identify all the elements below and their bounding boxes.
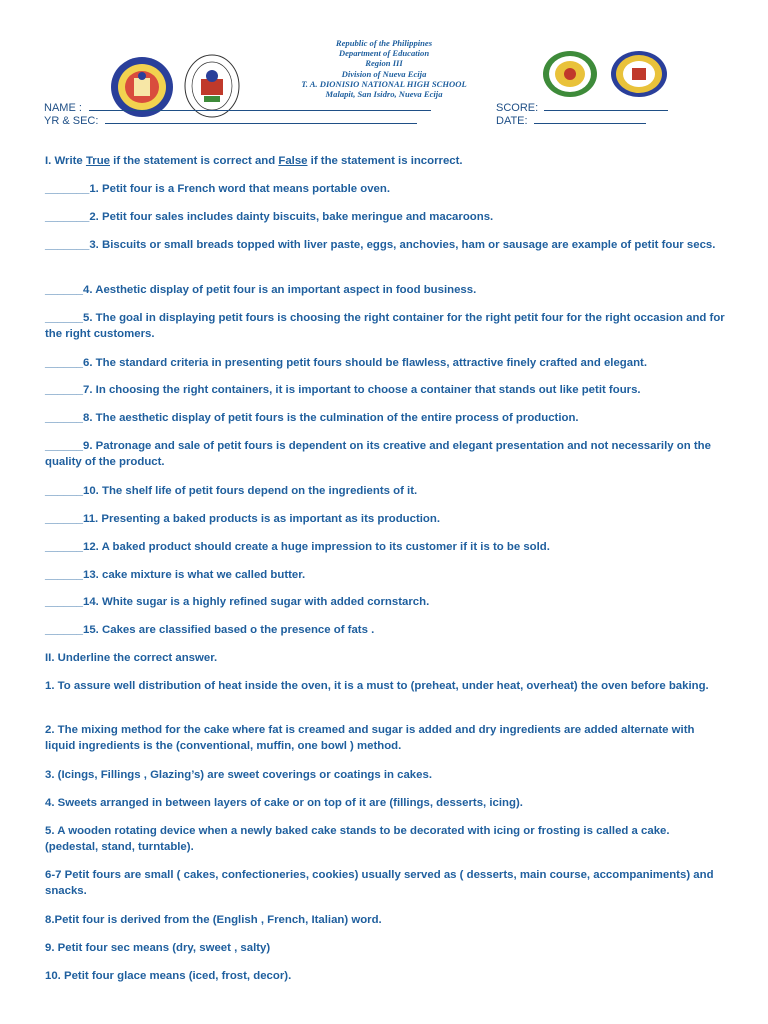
tf-item-3: _______3. Biscuits or small breads topped with liver paste, eggs, anchovies, ham or sausage are example of petit four secs. <box>45 239 716 251</box>
mc-item-2: 2. The mixing method for the cake where fat is creamed and sugar is added and dry ingredients are added alternate with liquid ingredients is the (conventional, muffin, one bowl ) method. <box>45 724 695 752</box>
header-line-region: Region III <box>365 58 403 69</box>
mc-item-4: 4. Sweets arranged in between layers of cake or on top of it are (fillings, desserts, icing). <box>45 797 523 809</box>
part2-instruction: II. Underline the correct answer. <box>45 652 218 664</box>
mc-item-8: 8.Petit four is derived from the (English , French, Italian) word. <box>45 914 382 926</box>
score-blank[interactable] <box>544 100 668 111</box>
false-word: False <box>278 155 308 167</box>
mc-item-9: 9. Petit four sec means (dry, sweet , salty) <box>45 942 271 954</box>
name-label: NAME : <box>44 102 82 114</box>
tf-item-6: ______6. The standard criteria in presenting petit fours should be flawless, attractive finely crafted and elegant. <box>45 357 647 369</box>
tf-item-13: ______13. cake mixture is what we called butter. <box>45 569 306 581</box>
instruction-text-3: if the statement is incorrect. <box>307 155 463 167</box>
tf-item-1: _______1. Petit four is a French word that means portable oven. <box>45 183 390 195</box>
score-field[interactable] <box>496 100 668 114</box>
tf-item-2: _______2. Petit four sales includes dainty biscuits, bake meringue and macaroons. <box>45 211 494 223</box>
school-header <box>0 36 768 106</box>
name-blank[interactable] <box>89 100 431 111</box>
header-line-division: Division of Nueva Ecija <box>341 68 427 79</box>
header-line-school: T. A. DIONISIO NATIONAL HIGH SCHOOL <box>301 78 467 89</box>
tf-item-4: ______4. Aesthetic display of petit four is an important aspect in food business. <box>45 284 477 296</box>
mc-item-5: 5. A wooden rotating device when a newly baked cake stands to be decorated with icing or frosting is called a cake. (pedestal, stand, turntable). <box>45 825 670 853</box>
mc-item-10: 10. Petit four glace means (iced, frost, decor). <box>45 970 292 982</box>
mc-item-1: 1. To assure well distribution of heat inside the oven, it is a must to (preheat, under heat, overheat) the oven before baking. <box>45 680 709 692</box>
yr-sec-label: YR & SEC: <box>44 115 99 127</box>
date-blank[interactable] <box>534 113 646 124</box>
tf-item-14: ______14. White sugar is a highly refined sugar with added cornstarch. <box>45 596 430 608</box>
instruction-text-2: if the statement is correct and <box>110 155 279 167</box>
tf-item-9: ______9. Patronage and sale of petit fours is dependent on its creative and elegant presentation and not necessarily on the quality of the product. <box>45 440 711 468</box>
tf-item-15: ______15. Cakes are classified based o the presence of fats . <box>45 624 375 636</box>
name-field[interactable] <box>44 100 431 114</box>
header-line-address: Malapit, San Isidro, Nueva Ecija <box>325 89 443 100</box>
instruction-text-1: I. Write <box>45 155 86 167</box>
tf-item-5: ______5. The goal in displaying petit fours is choosing the right container for the right petit four for the right occasion and for the right customers. <box>45 312 725 340</box>
tf-item-7: ______7. In choosing the right containers, it is important to choose a container that stands out like petit fours. <box>45 384 641 396</box>
mc-item-3: 3. (Icings, Fillings , Glazing’s) are sweet coverings or coatings in cakes. <box>45 769 432 781</box>
tf-item-8: ______8. The aesthetic display of petit fours is the culmination of the entire process of production. <box>45 412 579 424</box>
date-field[interactable] <box>496 113 646 127</box>
tf-item-10: ______10. The shelf life of petit fours depend on the ingredients of it. <box>45 485 418 497</box>
date-label: DATE: <box>496 115 528 127</box>
header-line-republic: Republic of the Philippines <box>335 38 433 48</box>
part1-instruction <box>45 153 725 169</box>
score-label: SCORE: <box>496 102 539 114</box>
true-word: True <box>85 155 110 167</box>
yr-sec-field[interactable] <box>44 113 417 127</box>
header-line-department: Department of Education <box>338 48 430 59</box>
tf-item-12: ______12. A baked product should create a huge impression to its customer if it is to be sold. <box>45 541 550 553</box>
yr-sec-blank[interactable] <box>105 113 417 124</box>
tf-item-11: ______11. Presenting a baked products is as important as its production. <box>45 513 441 525</box>
mc-item-6-7: 6-7 Petit fours are small ( cakes, confectioneries, cookies) usually served as ( desserts, main course, accompaniments) and snacks. <box>45 869 714 897</box>
